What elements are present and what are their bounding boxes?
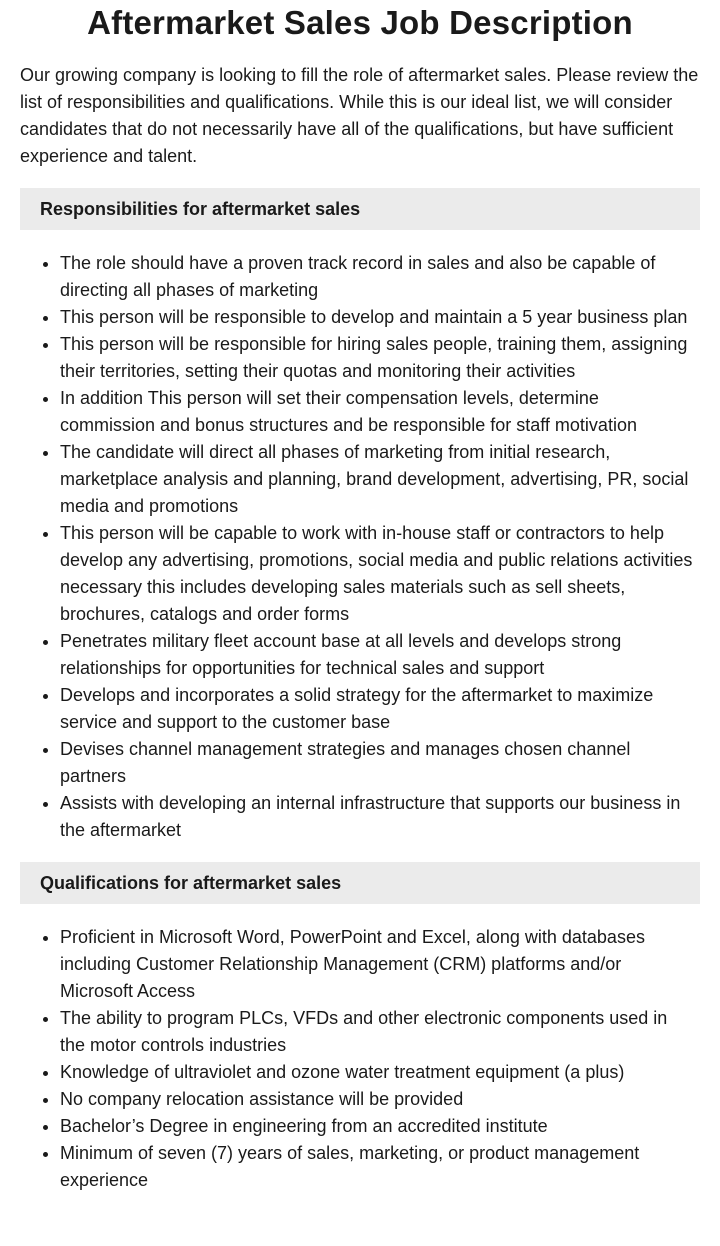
- list-item: • This person will be responsible to develop and maintain a 5 year business plan: [60, 304, 700, 331]
- intro-paragraph: Our growing company is looking to fill the role of aftermarket sales. Please review the list of responsibilities and qualifications. While this is our ideal list, we will consider candidates that do not necessarily have all of the qualifications, but have sufficient experience and talent.: [20, 65, 699, 166]
- list-item: • Bachelor’s Degree in engineering from an accredited institute: [60, 1113, 700, 1140]
- list-item: • Assists with developing an internal infrastructure that supports our business in the aftermarket: [60, 790, 700, 844]
- list-item: • Devises channel management strategies and manages chosen channel partners: [60, 736, 700, 790]
- responsibilities-list: [20, 250, 700, 844]
- list-item: • Knowledge of ultraviolet and ozone water treatment equipment (a plus): [60, 1059, 700, 1086]
- list-item: • Develops and incorporates a solid strategy for the aftermarket to maximize service and support to the customer base: [60, 682, 700, 736]
- list-item: • This person will be responsible for hiring sales people, training them, assigning their territories, setting their quotas and monitoring their activities: [60, 331, 700, 385]
- responsibilities-heading: Responsibilities for aftermarket sales: [20, 188, 700, 230]
- list-item: • Penetrates military fleet account base at all levels and develops strong relationships for opportunities for technical sales and support: [60, 628, 700, 682]
- list-item: • In addition This person will set their compensation levels, determine commission and bonus structures and be responsible for staff motivation: [60, 385, 700, 439]
- list-item: • Minimum of seven (7) years of sales, marketing, or product management experience: [60, 1140, 700, 1194]
- list-item: • This person will be capable to work with in-house staff or contractors to help develop any advertising, promotions, social media and public relations activities necessary this includes developing sales materials such as sell sheets, brochures, catalogs and order forms: [60, 520, 700, 628]
- qualifications-heading: Qualifications for aftermarket sales: [20, 862, 700, 904]
- page-title: Aftermarket Sales Job Description: [87, 4, 633, 41]
- qualifications-list: [20, 924, 700, 1194]
- list-item: • The ability to program PLCs, VFDs and other electronic components used in the motor controls industries: [60, 1005, 700, 1059]
- list-item: • The role should have a proven track record in sales and also be capable of directing all phases of marketing: [60, 250, 700, 304]
- list-item: • Proficient in Microsoft Word, PowerPoint and Excel, along with databases including Customer Relationship Management (CRM) platforms and/or Microsoft Access: [60, 924, 700, 1005]
- list-item: • The candidate will direct all phases of marketing from initial research, marketplace analysis and planning, brand development, advertising, PR, social media and promotions: [60, 439, 700, 520]
- list-item: • No company relocation assistance will be provided: [60, 1086, 700, 1113]
